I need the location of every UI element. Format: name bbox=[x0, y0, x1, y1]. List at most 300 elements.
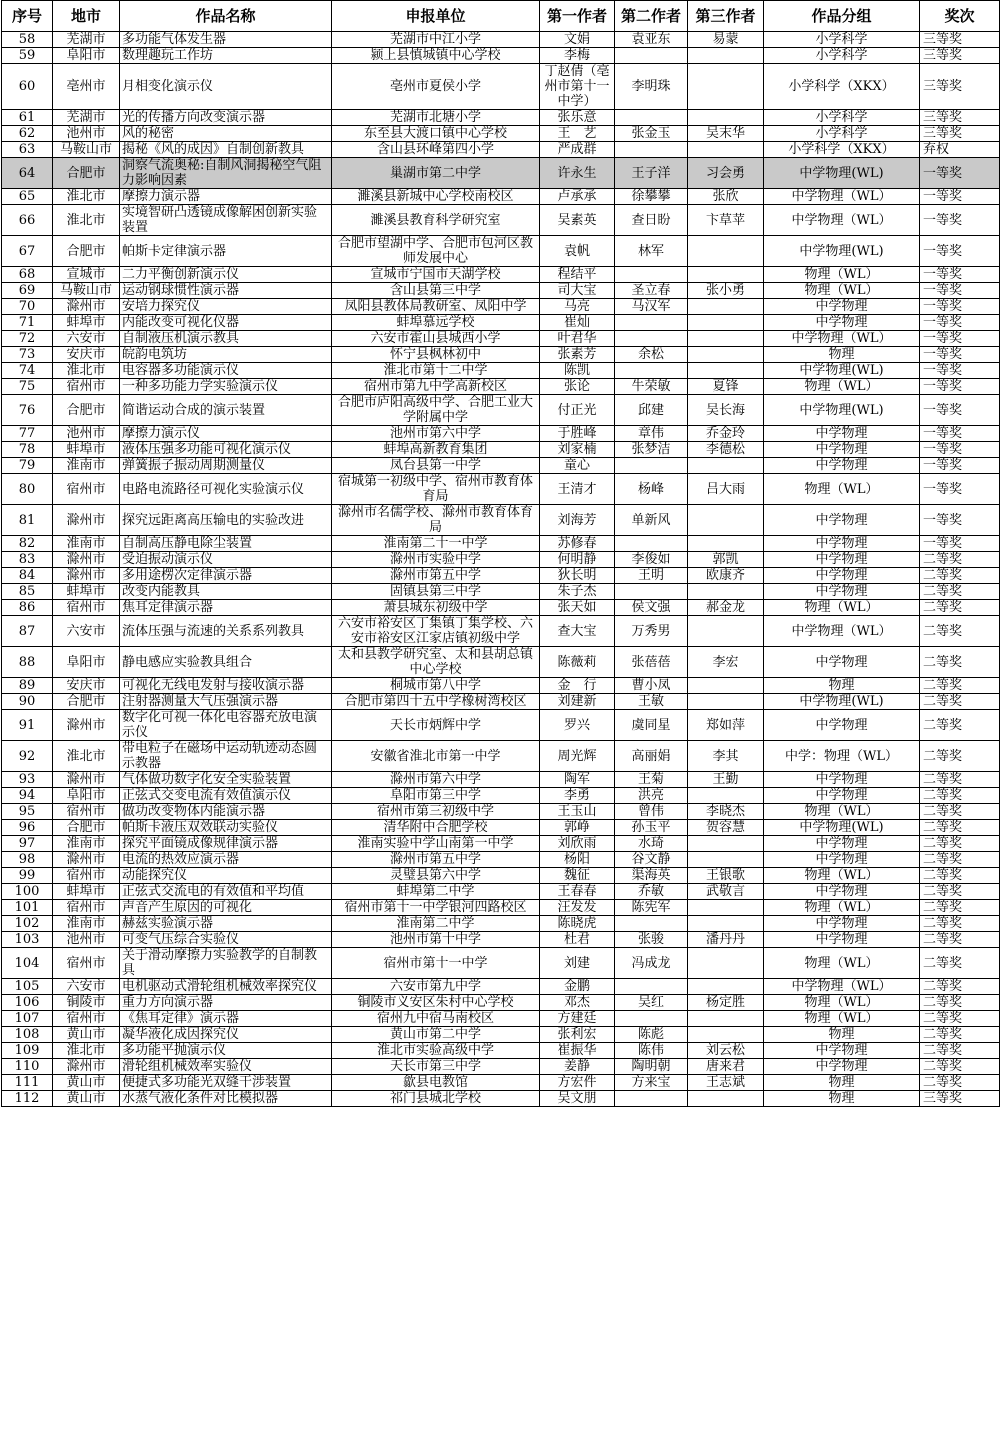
cell-title: 注射器测量大气压强演示器 bbox=[120, 694, 332, 710]
cell-no: 81 bbox=[2, 505, 53, 536]
cell-no: 69 bbox=[2, 283, 53, 299]
cell-author2: 杨峰 bbox=[615, 474, 688, 505]
cell-city: 淮南市 bbox=[53, 916, 120, 932]
table-row bbox=[2, 741, 1000, 772]
cell-author1: 刘欣雨 bbox=[540, 836, 615, 852]
cell-city: 合肥市 bbox=[53, 236, 120, 267]
cell-title: 静电感应实验教具组合 bbox=[120, 647, 332, 678]
cell-group: 中学物理 bbox=[764, 932, 920, 948]
cell-author2: 侯文强 bbox=[615, 600, 688, 616]
cell-author3 bbox=[688, 584, 764, 600]
cell-author2: 马汉军 bbox=[615, 299, 688, 315]
header-author1: 第一作者 bbox=[540, 1, 615, 32]
table-row bbox=[2, 1043, 1000, 1059]
cell-author2 bbox=[615, 110, 688, 126]
cell-author1: 卢承承 bbox=[540, 189, 615, 205]
cell-author1: 刘建 bbox=[540, 948, 615, 979]
cell-author2: 曹小凤 bbox=[615, 678, 688, 694]
cell-no: 107 bbox=[2, 1011, 53, 1027]
cell-author1: 刘海芳 bbox=[540, 505, 615, 536]
cell-author2: 王子洋 bbox=[615, 158, 688, 189]
cell-title: 自制高压静电除尘装置 bbox=[120, 536, 332, 552]
cell-author3 bbox=[688, 505, 764, 536]
cell-group: 中学物理 bbox=[764, 772, 920, 788]
cell-group: 物理（WL） bbox=[764, 600, 920, 616]
cell-group: 中学物理 bbox=[764, 647, 920, 678]
cell-title: 改变内能教具 bbox=[120, 584, 332, 600]
cell-no: 110 bbox=[2, 1059, 53, 1075]
cell-city: 宣城市 bbox=[53, 267, 120, 283]
header-author3: 第三作者 bbox=[688, 1, 764, 32]
cell-title: 正弦式交变电流有效值演示仪 bbox=[120, 788, 332, 804]
cell-group: 物理（WL） bbox=[764, 474, 920, 505]
cell-title: 电机驱动式滑轮组机械效率探究仪 bbox=[120, 979, 332, 995]
cell-author1: 姜静 bbox=[540, 1059, 615, 1075]
cell-unit: 滁州市实验中学 bbox=[332, 552, 540, 568]
cell-city: 宿州市 bbox=[53, 379, 120, 395]
cell-group: 中学物理(WL) bbox=[764, 363, 920, 379]
cell-group: 物理（WL） bbox=[764, 868, 920, 884]
cell-unit: 阜阳市第三中学 bbox=[332, 788, 540, 804]
cell-city: 滁州市 bbox=[53, 505, 120, 536]
cell-author2 bbox=[615, 363, 688, 379]
cell-no: 97 bbox=[2, 836, 53, 852]
cell-no: 80 bbox=[2, 474, 53, 505]
table-row bbox=[2, 474, 1000, 505]
cell-group: 物理（WL） bbox=[764, 379, 920, 395]
cell-author2 bbox=[615, 584, 688, 600]
cell-author3 bbox=[688, 142, 764, 158]
cell-author1: 叶君华 bbox=[540, 331, 615, 347]
cell-award: 二等奖 bbox=[920, 678, 1000, 694]
cell-group: 中学物理（WL） bbox=[764, 189, 920, 205]
cell-title: 风的秘密 bbox=[120, 126, 332, 142]
cell-author2: 林军 bbox=[615, 236, 688, 267]
cell-city: 阜阳市 bbox=[53, 788, 120, 804]
cell-city: 马鞍山市 bbox=[53, 283, 120, 299]
cell-author3: 张欣 bbox=[688, 189, 764, 205]
cell-author2 bbox=[615, 979, 688, 995]
cell-title: 重力方向演示器 bbox=[120, 995, 332, 1011]
cell-award: 二等奖 bbox=[920, 788, 1000, 804]
cell-unit: 含山县环峰第四小学 bbox=[332, 142, 540, 158]
cell-city: 黄山市 bbox=[53, 1075, 120, 1091]
cell-group: 中学物理(WL) bbox=[764, 236, 920, 267]
cell-unit: 灵璧县第六中学 bbox=[332, 868, 540, 884]
cell-group: 小学科学 bbox=[764, 32, 920, 48]
table-row bbox=[2, 804, 1000, 820]
table-row bbox=[2, 868, 1000, 884]
cell-no: 73 bbox=[2, 347, 53, 363]
cell-author3: 吴末华 bbox=[688, 126, 764, 142]
table-row bbox=[2, 458, 1000, 474]
cell-title: 月相变化演示仪 bbox=[120, 64, 332, 110]
cell-group: 中学物理 bbox=[764, 299, 920, 315]
cell-author2: 牛荣敏 bbox=[615, 379, 688, 395]
cell-author3: 王勤 bbox=[688, 772, 764, 788]
cell-no: 77 bbox=[2, 426, 53, 442]
cell-title: 二力平衡创新演示仪 bbox=[120, 267, 332, 283]
cell-unit: 六安市第九中学 bbox=[332, 979, 540, 995]
cell-unit: 六安市霍山县城西小学 bbox=[332, 331, 540, 347]
cell-author1: 王清才 bbox=[540, 474, 615, 505]
table-row bbox=[2, 979, 1000, 995]
cell-city: 池州市 bbox=[53, 932, 120, 948]
cell-group: 物理 bbox=[764, 1075, 920, 1091]
cell-author2 bbox=[615, 536, 688, 552]
cell-unit: 淮南实验中学山南第一中学 bbox=[332, 836, 540, 852]
cell-no: 100 bbox=[2, 884, 53, 900]
cell-title: 内能改变可视化仪器 bbox=[120, 315, 332, 331]
cell-unit: 亳州市夏侯小学 bbox=[332, 64, 540, 110]
cell-author1: 李勇 bbox=[540, 788, 615, 804]
header-row bbox=[2, 1, 1000, 32]
cell-unit: 萧县城东初级中学 bbox=[332, 600, 540, 616]
cell-no: 64 bbox=[2, 158, 53, 189]
cell-city: 宿州市 bbox=[53, 600, 120, 616]
cell-author2 bbox=[615, 331, 688, 347]
cell-no: 74 bbox=[2, 363, 53, 379]
cell-no: 99 bbox=[2, 868, 53, 884]
cell-author3: 李宏 bbox=[688, 647, 764, 678]
cell-award: 二等奖 bbox=[920, 1011, 1000, 1027]
cell-author1: 王玉山 bbox=[540, 804, 615, 820]
table-row bbox=[2, 315, 1000, 331]
cell-city: 马鞍山市 bbox=[53, 142, 120, 158]
cell-award: 一等奖 bbox=[920, 189, 1000, 205]
cell-city: 合肥市 bbox=[53, 158, 120, 189]
cell-unit: 东至县大渡口镇中心学校 bbox=[332, 126, 540, 142]
cell-title: 带电粒子在磁场中运动轨迹动态圆示教器 bbox=[120, 741, 332, 772]
cell-author1: 汪发发 bbox=[540, 900, 615, 916]
cell-unit: 滁州市第五中学 bbox=[332, 568, 540, 584]
cell-group: 物理（WL） bbox=[764, 995, 920, 1011]
cell-award: 弃权 bbox=[920, 142, 1000, 158]
cell-city: 安庆市 bbox=[53, 678, 120, 694]
cell-author3: 吴长海 bbox=[688, 395, 764, 426]
cell-author1: 张天如 bbox=[540, 600, 615, 616]
table-row bbox=[2, 852, 1000, 868]
cell-unit: 濉溪县新城中心学校南校区 bbox=[332, 189, 540, 205]
cell-author3 bbox=[688, 236, 764, 267]
cell-city: 合肥市 bbox=[53, 395, 120, 426]
cell-author1: 张利宏 bbox=[540, 1027, 615, 1043]
cell-title: 正弦式交流电的有效值和平均值 bbox=[120, 884, 332, 900]
cell-award: 二等奖 bbox=[920, 616, 1000, 647]
cell-no: 82 bbox=[2, 536, 53, 552]
cell-group: 物理（WL） bbox=[764, 267, 920, 283]
cell-author1: 张论 bbox=[540, 379, 615, 395]
cell-author3: 王志斌 bbox=[688, 1075, 764, 1091]
cell-no: 67 bbox=[2, 236, 53, 267]
cell-author1: 罗兴 bbox=[540, 710, 615, 741]
cell-title: 揭秘《风的成因》自制创新教具 bbox=[120, 142, 332, 158]
cell-city: 亳州市 bbox=[53, 64, 120, 110]
cell-author2: 王敏 bbox=[615, 694, 688, 710]
table-row bbox=[2, 236, 1000, 267]
table-row bbox=[2, 568, 1000, 584]
cell-author3: 郝金龙 bbox=[688, 600, 764, 616]
cell-author2: 孙玉平 bbox=[615, 820, 688, 836]
table-row bbox=[2, 48, 1000, 64]
cell-author3 bbox=[688, 1011, 764, 1027]
cell-title: 弹簧振子振动周期测量仪 bbox=[120, 458, 332, 474]
cell-author2 bbox=[615, 142, 688, 158]
cell-author3: 郭凯 bbox=[688, 552, 764, 568]
cell-group: 中学物理 bbox=[764, 916, 920, 932]
cell-no: 78 bbox=[2, 442, 53, 458]
cell-title: 《焦耳定律》演示器 bbox=[120, 1011, 332, 1027]
cell-title: 多功能平抛演示仪 bbox=[120, 1043, 332, 1059]
cell-author3: 李德松 bbox=[688, 442, 764, 458]
table-row bbox=[2, 331, 1000, 347]
cell-group: 中学物理（WL） bbox=[764, 616, 920, 647]
cell-title: 水蒸气液化条件对比模拟器 bbox=[120, 1091, 332, 1107]
cell-group: 中学物理 bbox=[764, 458, 920, 474]
cell-no: 87 bbox=[2, 616, 53, 647]
cell-author2: 曾伟 bbox=[615, 804, 688, 820]
cell-author3 bbox=[688, 299, 764, 315]
cell-city: 滁州市 bbox=[53, 852, 120, 868]
cell-author2: 方来宝 bbox=[615, 1075, 688, 1091]
cell-city: 淮南市 bbox=[53, 458, 120, 474]
table-row bbox=[2, 126, 1000, 142]
cell-author2 bbox=[615, 1011, 688, 1027]
cell-author1: 丁赵倩（亳州市第十一中学） bbox=[540, 64, 615, 110]
cell-author1: 魏征 bbox=[540, 868, 615, 884]
cell-unit: 滁州市名儒学校、滁州市教育体育局 bbox=[332, 505, 540, 536]
cell-author2: 陈彪 bbox=[615, 1027, 688, 1043]
table-row bbox=[2, 788, 1000, 804]
table-row bbox=[2, 379, 1000, 395]
cell-no: 88 bbox=[2, 647, 53, 678]
table-row bbox=[2, 283, 1000, 299]
cell-unit: 含山县第三中学 bbox=[332, 283, 540, 299]
cell-group: 物理 bbox=[764, 347, 920, 363]
cell-unit: 池州市第六中学 bbox=[332, 426, 540, 442]
cell-award: 二等奖 bbox=[920, 820, 1000, 836]
cell-author3 bbox=[688, 267, 764, 283]
cell-city: 淮南市 bbox=[53, 536, 120, 552]
cell-title: 可视化无线电发射与接收演示器 bbox=[120, 678, 332, 694]
cell-city: 淮北市 bbox=[53, 363, 120, 379]
cell-title: 洞察气流奥秘:自制风洞揭秘空气阻力影响因素 bbox=[120, 158, 332, 189]
cell-group: 中学物理(WL) bbox=[764, 820, 920, 836]
cell-author3: 刘云松 bbox=[688, 1043, 764, 1059]
cell-author3 bbox=[688, 852, 764, 868]
cell-title: 受迫振动演示仪 bbox=[120, 552, 332, 568]
cell-author1: 张素芳 bbox=[540, 347, 615, 363]
cell-award: 一等奖 bbox=[920, 474, 1000, 505]
cell-author1: 付正光 bbox=[540, 395, 615, 426]
cell-no: 79 bbox=[2, 458, 53, 474]
table-row bbox=[2, 347, 1000, 363]
cell-city: 滁州市 bbox=[53, 552, 120, 568]
cell-title: 电容器多功能演示仪 bbox=[120, 363, 332, 379]
cell-author3: 李晓杰 bbox=[688, 804, 764, 820]
table-row bbox=[2, 916, 1000, 932]
cell-author3 bbox=[688, 678, 764, 694]
cell-author3 bbox=[688, 110, 764, 126]
table-row bbox=[2, 820, 1000, 836]
cell-title: 数字化可视一体化电容器充放电演示仪 bbox=[120, 710, 332, 741]
cell-award: 二等奖 bbox=[920, 1059, 1000, 1075]
cell-author3 bbox=[688, 48, 764, 64]
table-row bbox=[2, 442, 1000, 458]
cell-unit: 合肥市第四十五中学橡树湾校区 bbox=[332, 694, 540, 710]
cell-award: 一等奖 bbox=[920, 442, 1000, 458]
cell-award: 三等奖 bbox=[920, 64, 1000, 110]
cell-city: 宿州市 bbox=[53, 900, 120, 916]
cell-author1: 童心 bbox=[540, 458, 615, 474]
cell-group: 物理（WL） bbox=[764, 804, 920, 820]
cell-group: 物理 bbox=[764, 1091, 920, 1107]
cell-author3: 乔金玲 bbox=[688, 426, 764, 442]
cell-no: 62 bbox=[2, 126, 53, 142]
cell-no: 112 bbox=[2, 1091, 53, 1107]
cell-author3: 欧康齐 bbox=[688, 568, 764, 584]
cell-no: 61 bbox=[2, 110, 53, 126]
table-row bbox=[2, 267, 1000, 283]
cell-author3 bbox=[688, 536, 764, 552]
cell-author2: 李俊如 bbox=[615, 552, 688, 568]
cell-city: 滁州市 bbox=[53, 710, 120, 741]
cell-author3: 夏锋 bbox=[688, 379, 764, 395]
cell-no: 84 bbox=[2, 568, 53, 584]
cell-author2: 陈伟 bbox=[615, 1043, 688, 1059]
cell-city: 合肥市 bbox=[53, 694, 120, 710]
cell-unit: 天长市第三中学 bbox=[332, 1059, 540, 1075]
cell-title: 做功改变物体内能演示器 bbox=[120, 804, 332, 820]
cell-city: 六安市 bbox=[53, 616, 120, 647]
cell-group: 中学物理 bbox=[764, 1059, 920, 1075]
header-city: 地市 bbox=[53, 1, 120, 32]
cell-author1: 程结平 bbox=[540, 267, 615, 283]
cell-author3: 唐来君 bbox=[688, 1059, 764, 1075]
cell-group: 小学科学 bbox=[764, 126, 920, 142]
cell-title: 声音产生原因的可视化 bbox=[120, 900, 332, 916]
cell-author2: 邱建 bbox=[615, 395, 688, 426]
cell-no: 65 bbox=[2, 189, 53, 205]
table-row bbox=[2, 189, 1000, 205]
cell-unit: 滁州市第六中学 bbox=[332, 772, 540, 788]
cell-unit: 天长市炳辉中学 bbox=[332, 710, 540, 741]
table-row bbox=[2, 1091, 1000, 1107]
table-row bbox=[2, 142, 1000, 158]
cell-title: 自制液压机演示教具 bbox=[120, 331, 332, 347]
cell-title: 动能探究仪 bbox=[120, 868, 332, 884]
table-row bbox=[2, 536, 1000, 552]
cell-group: 中学物理 bbox=[764, 568, 920, 584]
cell-title: 光的传播方向改变演示器 bbox=[120, 110, 332, 126]
cell-author3 bbox=[688, 948, 764, 979]
cell-city: 宿州市 bbox=[53, 948, 120, 979]
cell-author2: 李明珠 bbox=[615, 64, 688, 110]
cell-group: 中学：物理（WL） bbox=[764, 741, 920, 772]
cell-author3 bbox=[688, 64, 764, 110]
cell-no: 70 bbox=[2, 299, 53, 315]
cell-author2: 乔敏 bbox=[615, 884, 688, 900]
table-row bbox=[2, 772, 1000, 788]
header-no: 序号 bbox=[2, 1, 53, 32]
table-row bbox=[2, 299, 1000, 315]
cell-award: 一等奖 bbox=[920, 363, 1000, 379]
cell-group: 小学科学（XKX） bbox=[764, 64, 920, 110]
cell-unit: 怀宁县枫林初中 bbox=[332, 347, 540, 363]
cell-author1: 狄长明 bbox=[540, 568, 615, 584]
cell-unit: 太和县教学研究室、太和县胡总镇中心学校 bbox=[332, 647, 540, 678]
cell-author3: 杨定胜 bbox=[688, 995, 764, 1011]
table-row bbox=[2, 710, 1000, 741]
cell-author2: 张金玉 bbox=[615, 126, 688, 142]
cell-city: 池州市 bbox=[53, 426, 120, 442]
cell-author1: 崔振华 bbox=[540, 1043, 615, 1059]
cell-award: 三等奖 bbox=[920, 1091, 1000, 1107]
table-row bbox=[2, 694, 1000, 710]
cell-unit: 淮南第二十一中学 bbox=[332, 536, 540, 552]
cell-author1: 方宏件 bbox=[540, 1075, 615, 1091]
cell-no: 105 bbox=[2, 979, 53, 995]
cell-author3: 潘丹丹 bbox=[688, 932, 764, 948]
cell-group: 中学物理 bbox=[764, 426, 920, 442]
cell-unit: 凤台县第一中学 bbox=[332, 458, 540, 474]
cell-no: 71 bbox=[2, 315, 53, 331]
cell-award: 二等奖 bbox=[920, 600, 1000, 616]
cell-author3 bbox=[688, 1091, 764, 1107]
cell-author1: 王春春 bbox=[540, 884, 615, 900]
cell-unit: 池州市第十中学 bbox=[332, 932, 540, 948]
cell-award: 一等奖 bbox=[920, 458, 1000, 474]
cell-award: 一等奖 bbox=[920, 379, 1000, 395]
cell-author3 bbox=[688, 979, 764, 995]
cell-award: 二等奖 bbox=[920, 1075, 1000, 1091]
cell-group: 中学物理(WL) bbox=[764, 158, 920, 189]
cell-title: 实境智研凸透镜成像解困创新实验装置 bbox=[120, 205, 332, 236]
table-row bbox=[2, 158, 1000, 189]
cell-author2: 徐攀攀 bbox=[615, 189, 688, 205]
cell-no: 76 bbox=[2, 395, 53, 426]
cell-title: 便捷式多功能光双缝干涉装置 bbox=[120, 1075, 332, 1091]
cell-award: 一等奖 bbox=[920, 347, 1000, 363]
cell-title: 赫兹实验演示器 bbox=[120, 916, 332, 932]
cell-city: 淮北市 bbox=[53, 205, 120, 236]
cell-group: 中学物理 bbox=[764, 788, 920, 804]
cell-award: 一等奖 bbox=[920, 426, 1000, 442]
cell-title: 数理趣玩工作坊 bbox=[120, 48, 332, 64]
cell-author1: 陈凯 bbox=[540, 363, 615, 379]
cell-author2: 圣立春 bbox=[615, 283, 688, 299]
cell-author1: 方建廷 bbox=[540, 1011, 615, 1027]
cell-city: 芜湖市 bbox=[53, 32, 120, 48]
cell-group: 中学物理(WL) bbox=[764, 395, 920, 426]
cell-no: 103 bbox=[2, 932, 53, 948]
cell-title: 气体做功数字化安全实验装置 bbox=[120, 772, 332, 788]
cell-author1: 何明静 bbox=[540, 552, 615, 568]
cell-city: 池州市 bbox=[53, 126, 120, 142]
cell-author2 bbox=[615, 458, 688, 474]
table-row bbox=[2, 395, 1000, 426]
cell-no: 59 bbox=[2, 48, 53, 64]
header-unit: 申报单位 bbox=[332, 1, 540, 32]
table-row bbox=[2, 552, 1000, 568]
cell-author3: 贺容慧 bbox=[688, 820, 764, 836]
cell-city: 淮北市 bbox=[53, 741, 120, 772]
cell-title: 探究平面镜成像规律演示器 bbox=[120, 836, 332, 852]
cell-author1: 吴素英 bbox=[540, 205, 615, 236]
header-group: 作品分组 bbox=[764, 1, 920, 32]
cell-title: 简谐运动合成的演示装置 bbox=[120, 395, 332, 426]
cell-city: 安庆市 bbox=[53, 347, 120, 363]
